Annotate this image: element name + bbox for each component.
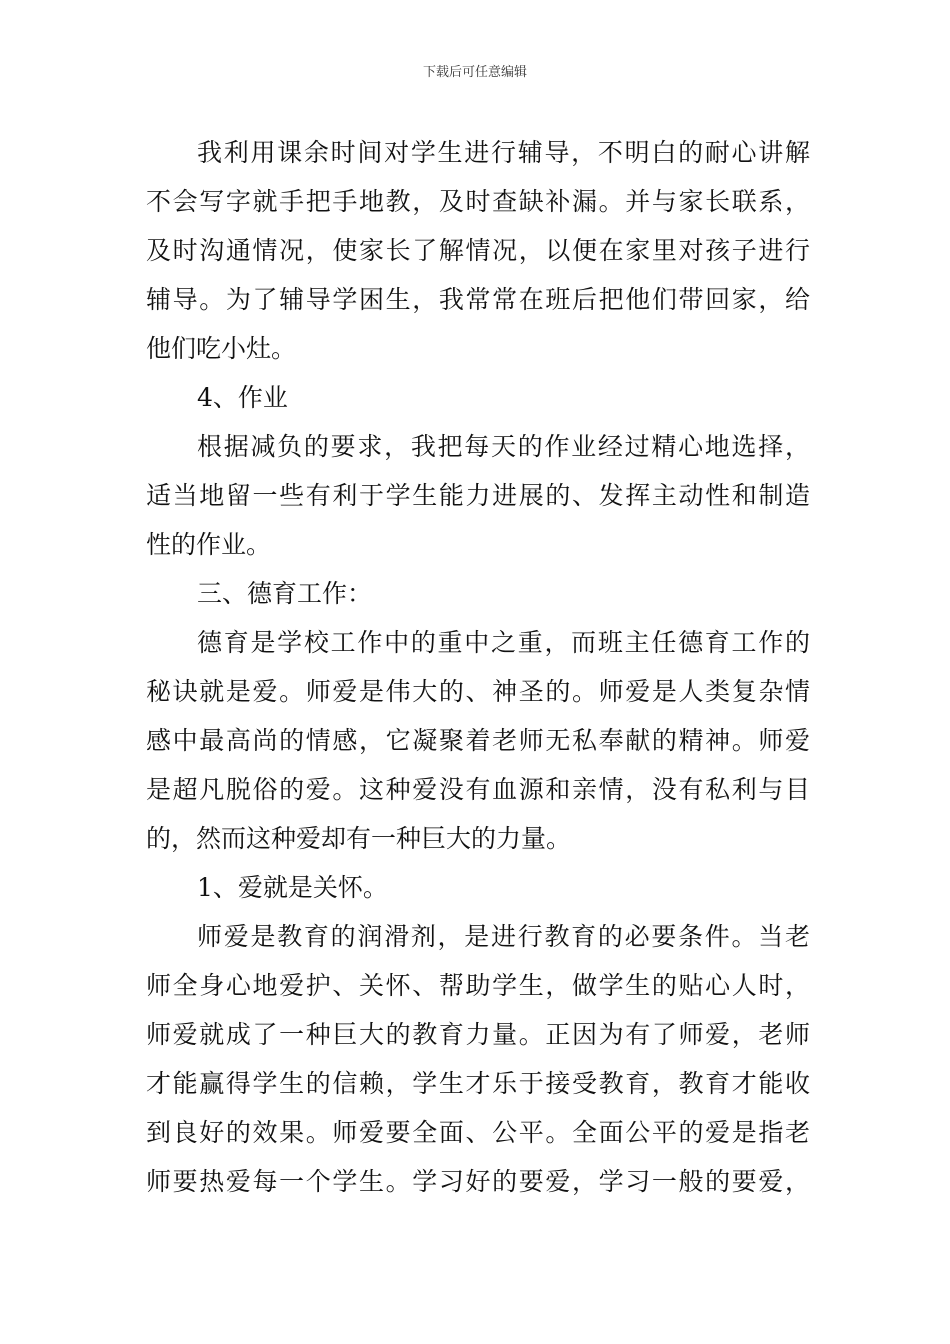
text-line: 的，然而这种爱却有一种巨大的力量。 [146, 824, 572, 853]
text-line: 是超凡脱俗的爱。这种爱没有血源和亲情，没有私利与目 [146, 775, 810, 804]
text-line: 师爱就成了一种巨大的教育力量。正因为有了师爱，老师 [146, 1020, 810, 1049]
section-heading-moral-education [146, 569, 810, 618]
text-line: 适当地留一些有利于学生能力进展的、发挥主动性和制造 [146, 481, 810, 510]
heading-line: 三、德育工作： [197, 579, 373, 608]
text-line: 我利用课余时间对学生进行辅导，不明白的耐心讲解 [197, 138, 810, 167]
paragraph-tutoring [146, 128, 810, 373]
text-line: 感中最高尚的情感，它凝聚着老师无私奉献的精神。师爱 [146, 726, 810, 755]
section-heading-love-is-care [146, 863, 810, 912]
paragraph-teacher-love [146, 912, 810, 1206]
text-line: 他们吃小灶。 [146, 334, 297, 363]
text-line: 才能赢得学生的信赖，学生才乐于接受教育，教育才能收 [146, 1069, 810, 1098]
text-line: 师全身心地爱护、关怀、帮助学生，做学生的贴心人时， [146, 971, 810, 1000]
heading-line: 4、作业 [197, 383, 288, 412]
text-line: 师要热爱每一个学生。学习好的要爱，学习一般的要爱， [146, 1167, 810, 1196]
text-line: 师爱是教育的润滑剂，是进行教育的必要条件。当老 [197, 922, 810, 951]
text-line: 秘诀就是爱。师爱是伟大的、神圣的。师爱是人类复杂情 [146, 677, 810, 706]
text-line: 到良好的效果。师爱要全面、公平。全面公平的爱是指老 [146, 1118, 810, 1147]
paragraph-homework [146, 422, 810, 569]
paragraph-moral-education [146, 618, 810, 863]
heading-line: 1、爱就是关怀。 [197, 873, 388, 902]
page-header: 下载后可任意编辑 [422, 65, 527, 80]
text-line: 及时沟通情况，使家长了解情况，以便在家里对孩子进行 [146, 236, 810, 265]
text-line: 性的作业。 [146, 530, 272, 559]
text-line: 德育是学校工作中的重中之重，而班主任德育工作的 [197, 628, 810, 657]
text-line: 不会写字就手把手地教，及时查缺补漏。并与家长联系， [146, 187, 810, 216]
document-body [146, 128, 810, 1206]
text-line: 辅导。为了辅导学困生，我常常在班后把他们带回家，给 [146, 285, 810, 314]
text-line: 根据减负的要求，我把每天的作业经过精心地选择， [197, 432, 810, 461]
section-heading-homework [146, 373, 810, 422]
